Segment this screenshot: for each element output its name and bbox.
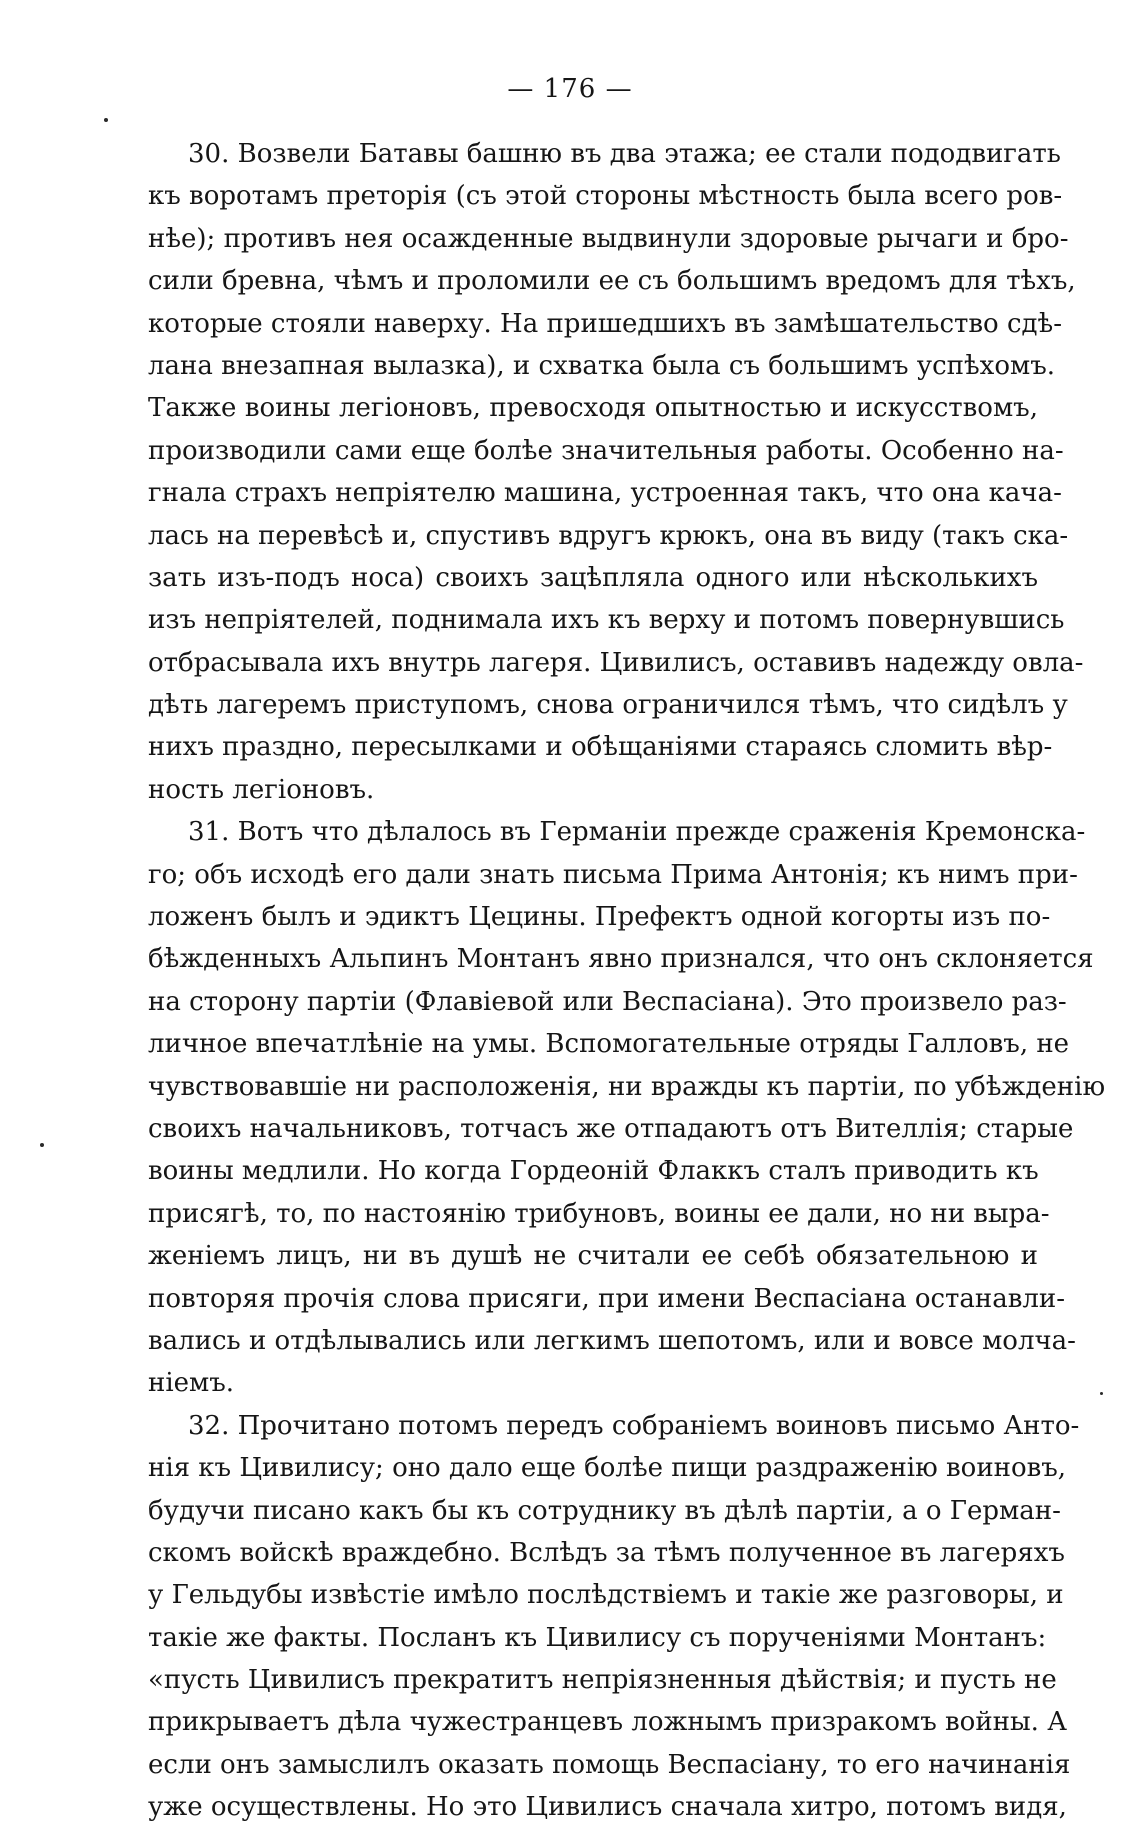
text-line: чувствовавшіе ни расположенія, ни вражды къ партіи, по убѣжденію [148, 1071, 1106, 1102]
text-line: лана внезапная вылазка), и схватка была съ большимъ успѣхомъ. [148, 350, 1056, 381]
page-number: — 176 — [507, 74, 633, 104]
text-line: вались и отдѣлывались или легкимъ шепотомъ, или и вовсе молча- [148, 1325, 1076, 1356]
text-line: у Гельдубы извѣстіе имѣло послѣдствіемъ и такіе же разговоры, и [148, 1580, 1064, 1611]
text-line: личное впечатлѣніе на умы. Вспомогательные отряды Галловъ, не [148, 1029, 1070, 1060]
text-line: такіе же факты. Посланъ къ Цивилису съ порученіями Монтанъ: [148, 1622, 1047, 1653]
text-line: 30. Возвели Батавы башню въ два этажа; ее стали пододвигать [188, 139, 1061, 169]
body-text [148, 133, 1106, 1829]
text-line: дѣть лагеремъ приступомъ, снова ограничился тѣмъ, что сидѣлъ у [148, 690, 1068, 721]
text-line: нія къ Цивилису; оно дало еще болѣе пищи раздраженію воиновъ, [148, 1453, 1067, 1484]
print-speck [40, 1143, 44, 1147]
text-line: «пусть Цивилисъ прекратитъ непріязненныя дѣйствія; и пусть не [148, 1665, 1057, 1696]
text-line: нихъ праздно, пересылками и обѣщаніями стараясь сломить вѣр- [148, 732, 1053, 763]
text-line: воины медлили. Но когда Гордеоній Флаккъ сталъ приводить къ [148, 1156, 1039, 1187]
text-line: 31. Вотъ что дѣлалось въ Германіи прежде сраженія Кремонска- [188, 817, 1086, 848]
text-line: если онъ замыслилъ оказать помощь Веспасіану, то его начинанія [148, 1749, 1071, 1780]
text-line: сили бревна, чѣмъ и проломили ее съ большимъ вредомъ для тѣхъ, [148, 266, 1076, 297]
text-line: изъ непріятелей, поднимала ихъ къ верху и потомъ повернувшись [148, 605, 1065, 636]
text-line: ложенъ былъ и эдиктъ Цецины. Префектъ одной когорты изъ по- [148, 902, 1051, 933]
text-line: уже осуществлены. Но это Цивилисъ сначала хитро, потомъ видя, [148, 1792, 1067, 1823]
text-line: ность легіоновъ. [148, 774, 375, 805]
text-line: ніемъ. [148, 1368, 235, 1399]
text-line: скомъ войскѣ враждебно. Вслѣдъ за тѣмъ полученное въ лагеряхъ [148, 1537, 1065, 1568]
text-line: гнала страхъ непріятелю машина, устроенная такъ, что она кача- [148, 478, 1062, 509]
text-line: отбрасывала ихъ внутрь лагеря. Цивилисъ, оставивъ надежду овла- [148, 647, 1084, 678]
text-line: прикрываетъ дѣла чужестранцевъ ложнымъ призракомъ войны. А [148, 1707, 1067, 1738]
text-line: повторяя прочія слова присяги, при имени Веспасіана останавли- [148, 1283, 1066, 1314]
text-line: присягѣ, то, по настоянію трибуновъ, воины ее дали, но ни выра- [148, 1198, 1050, 1229]
text-line: женіемъ лицъ, ни въ душѣ не считали ее себѣ обязательною и [148, 1241, 1038, 1272]
text-line: лась на перевѣсѣ и, спустивъ вдругъ крюкъ, она въ виду (такъ ска- [148, 520, 1069, 551]
text-line: 32. Прочитано потомъ передъ собраніемъ воиновъ письмо Анто- [188, 1410, 1080, 1441]
text-line: Также воины легіоновъ, превосходя опытностью и искусствомъ, [148, 393, 1038, 424]
text-line: го; объ исходѣ его дали знать письма Прима Антонія; къ нимъ при- [148, 859, 1078, 890]
text-line: своихъ начальниковъ, тотчасъ же отпадаютъ отъ Вителлія; старые [148, 1113, 1074, 1144]
text-line: на сторону партіи (Флавіевой или Веспасіана). Это произвело раз- [148, 986, 1067, 1017]
text-line: къ воротамъ преторія (съ этой стороны мѣстность была всего ров- [148, 181, 1063, 212]
text-line: которые стояли наверху. На пришедшихъ въ замѣшательство сдѣ- [148, 308, 1062, 339]
text-line: будучи писано какъ бы къ сотруднику въ дѣлѣ партіи, а о Герман- [148, 1495, 1061, 1526]
print-speck [104, 118, 108, 122]
text-line: производили сами еще болѣе значительныя работы. Особенно на- [148, 435, 1064, 466]
print-speck [1100, 1392, 1103, 1395]
text-line: зать изъ-подъ носа) своихъ зацѣпляла одного или нѣсколькихъ [148, 562, 1038, 593]
text-line: нѣе); противъ нея осажденные выдвинули здоровые рычаги и бро- [148, 223, 1069, 254]
text-line: бѣжденныхъ Альпинъ Монтанъ явно признался, что онъ склоняется [148, 944, 1094, 975]
